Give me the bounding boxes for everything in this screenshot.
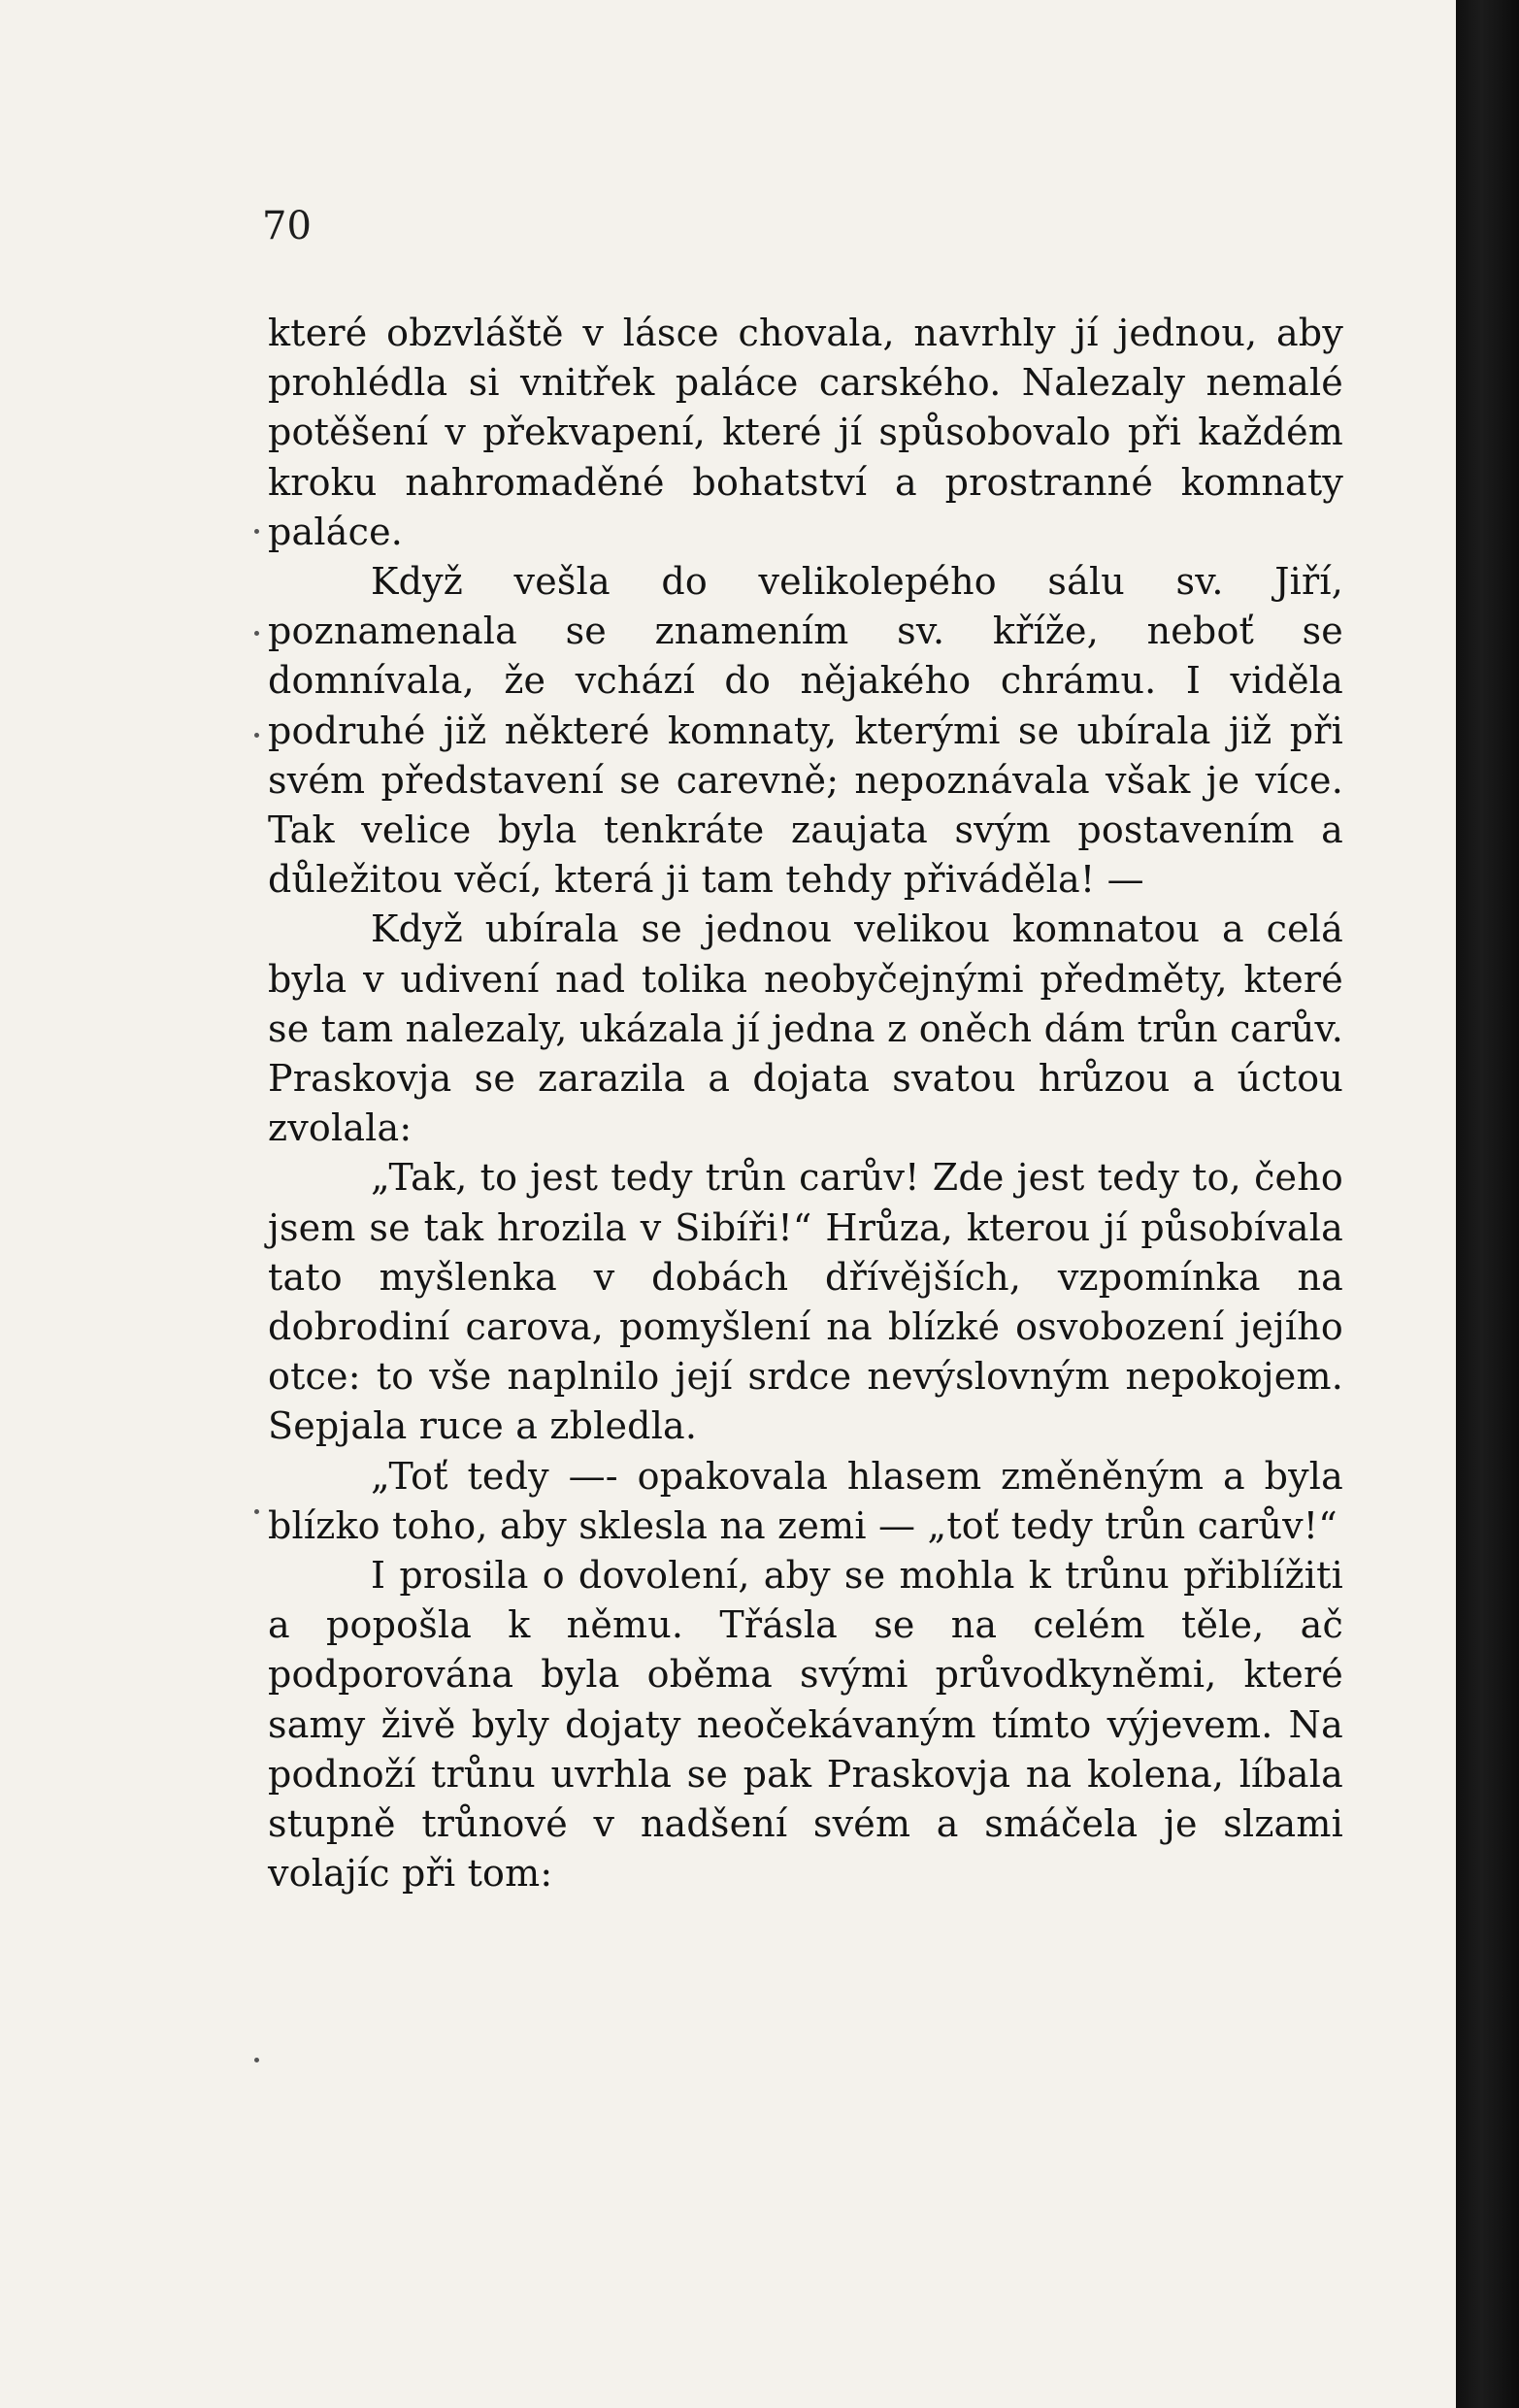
paper-speck: [254, 733, 259, 738]
page-number: 70: [262, 204, 312, 248]
paper-speck: [254, 1509, 259, 1514]
paper-speck: [254, 529, 259, 534]
paragraph-4: „Tak, to jest tedy trůn carův! Zde jest tedy to, čeho jsem se tak hrozila v Sibíři!“ Hrůza, kterou jí působívala tato myšlenka v dobách dřívějších, vzpomínka na dobrodiní carova, pomyšlení na blízké osvobození jejího otce: to vše naplnilo její srdce nevýslovným nepokojem. Sepjala ruce a zbledla.: [268, 1156, 1343, 1448]
paragraph-3: Když ubírala se jednou velikou komnatou a celá byla v udivení nad tolika neobyčejnými předměty, které se tam nalezaly, ukázala jí jedna z oněch dám trůn carův. Praskovja se zarazila a dojata svatou hrůzou a úctou zvolala:: [268, 907, 1343, 1150]
paragraph-1: které obzvláště v lásce chovala, navrhly jí jednou, aby prohlédla si vnitřek paláce carského. Nalezaly nemalé potěšení v překvapení, které jí spůsobovalo při každém kroku nahromaděné bohatství a prostranné komnaty paláce.: [268, 312, 1343, 553]
paragraph-5: „Toť tedy —- opakovala hlasem změněným a byla blízko toho, aby sklesla na zemi — „toť tedy trůn carův!“: [268, 1454, 1343, 1547]
paragraph-2: Když vešla do velikolepého sálu sv. Jiří, poznamenala se znamením sv. kříže, neboť se domnívala, že vchází do nějakého chrámu. I viděla podruhé již některé komnaty, kterými se ubírala již při svém představení se carevně; nepoznávala však je více. Tak velice byla tenkráte zaujata svým postavením a důležitou věcí, která ji tam tehdy přiváděla! —: [268, 560, 1343, 902]
paper-speck: [254, 2058, 259, 2062]
paper-speck: [254, 631, 259, 636]
body-text: [268, 309, 1343, 1899]
book-spine-edge: [1456, 0, 1519, 2408]
paragraph-6: I prosila o dovolení, aby se mohla k trůnu přiblížiti a popošla k němu. Třásla se na celém těle, ač podporována byla oběma svými průvodkyněmi, které samy živě byly dojaty neočekávaným tímto výjevem. Na podnoží trůnu uvrhla se pak Praskovja na kolena, líbala stupně trůnové v nadšení svém a smáčela je slzami volajíc při tom:: [268, 1554, 1343, 1896]
